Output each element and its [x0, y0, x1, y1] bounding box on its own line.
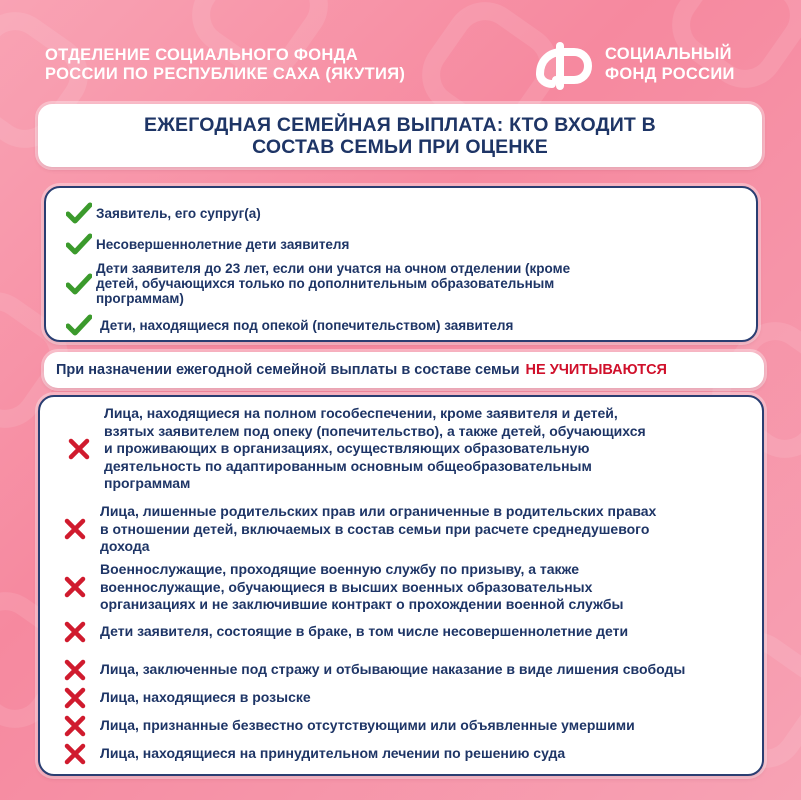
cross-icon: [64, 518, 86, 540]
list-item: [64, 659, 685, 681]
list-item: [66, 261, 570, 306]
list-item-text: Лица, лишенные родительских прав или ограниченные в родительских правах в отношении детей, включаемых в состав семьи при расчете среднедушевого дохода: [100, 503, 657, 554]
list-item: [68, 405, 646, 493]
list-item-text: Несовершеннолетние дети заявителя: [96, 236, 350, 252]
brand-name-line-1: СОЦИАЛЬНЫЙ: [605, 45, 732, 63]
list-item-text: Дети заявителя, состоящие в браке, в том числе несовершеннолетние дети: [100, 623, 629, 640]
list-item: [66, 233, 349, 255]
list-item-text: Дети заявителя до 23 лет, если они учатся на очном отделении (кроме детей, обучающихся только по дополнительным образовательным программам): [96, 261, 571, 306]
org-name: [45, 46, 405, 84]
list-item-text: Лица, находящиеся на полном гособеспечении, кроме заявителя и детей, взятых заявителем под опеку (попечительство), а также детей, обучающихся и проживающих в организациях, осуществляющих образовательную деятельность по адаптированным основным общеобразовательным программам: [104, 405, 646, 491]
brand-name: [605, 44, 735, 84]
list-item-text: Лица, заключенные под стражу и отбывающие наказание в виде лишения свободы: [100, 661, 686, 678]
list-item-text: Лица, находящиеся в розыске: [100, 689, 311, 706]
checkmark-icon: [66, 233, 92, 255]
cross-icon: [64, 743, 86, 765]
excludes-card: [38, 395, 764, 776]
list-item: [64, 503, 656, 556]
list-item: [64, 687, 311, 709]
list-item-text: Заявитель, его супруг(а): [96, 205, 261, 221]
list-item: [64, 715, 635, 737]
list-item-text: Лица, находящиеся на принудительном лечении по решению суда: [100, 745, 566, 762]
title-card: [38, 104, 762, 167]
brand-name-line-2: ФОНД РОССИИ: [605, 65, 735, 83]
note-text: При назначении ежегодной семейной выплаты в составе семьи: [56, 362, 520, 378]
cross-icon: [64, 715, 86, 737]
cross-icon: [68, 438, 90, 460]
list-item: [64, 621, 628, 643]
note-card: [44, 352, 764, 388]
cross-icon: [64, 621, 86, 643]
list-item-text: Военнослужащие, проходящие военную службу по призыву, а также военнослужащие, обучающиеся в высших военных образовательных организациях и не заключившие контракт о прохождении военной службы: [100, 561, 624, 612]
sfr-logo-icon: [534, 40, 594, 90]
list-item-text: Дети, находящиеся под опекой (попечительством) заявителя: [100, 317, 514, 333]
list-item: [64, 743, 565, 765]
cross-icon: [64, 687, 86, 709]
checkmark-icon: [66, 273, 92, 295]
cross-icon: [64, 659, 86, 681]
page-title: ЕЖЕГОДНАЯ СЕМЕЙНАЯ ВЫПЛАТА: КТО ВХОДИТ В СОСТАВ СЕМЬИ ПРИ ОЦЕНКЕ: [144, 113, 656, 158]
note-accent: НЕ УЧИТЫВАЮТСЯ: [525, 362, 667, 378]
org-name-line-1: ОТДЕЛЕНИЕ СОЦИАЛЬНОГО ФОНДА: [45, 46, 358, 64]
list-item: [66, 202, 261, 224]
includes-card: [44, 186, 758, 342]
list-item-text: Лица, признанные безвестно отсутствующими или объявленные умершими: [100, 717, 635, 734]
list-item: [66, 314, 513, 336]
list-item: [64, 561, 623, 614]
checkmark-icon: [66, 202, 92, 224]
checkmark-icon: [66, 314, 92, 336]
org-name-line-2: РОССИИ ПО РЕСПУБЛИКЕ САХА (ЯКУТИЯ): [45, 65, 406, 83]
cross-icon: [64, 576, 86, 598]
